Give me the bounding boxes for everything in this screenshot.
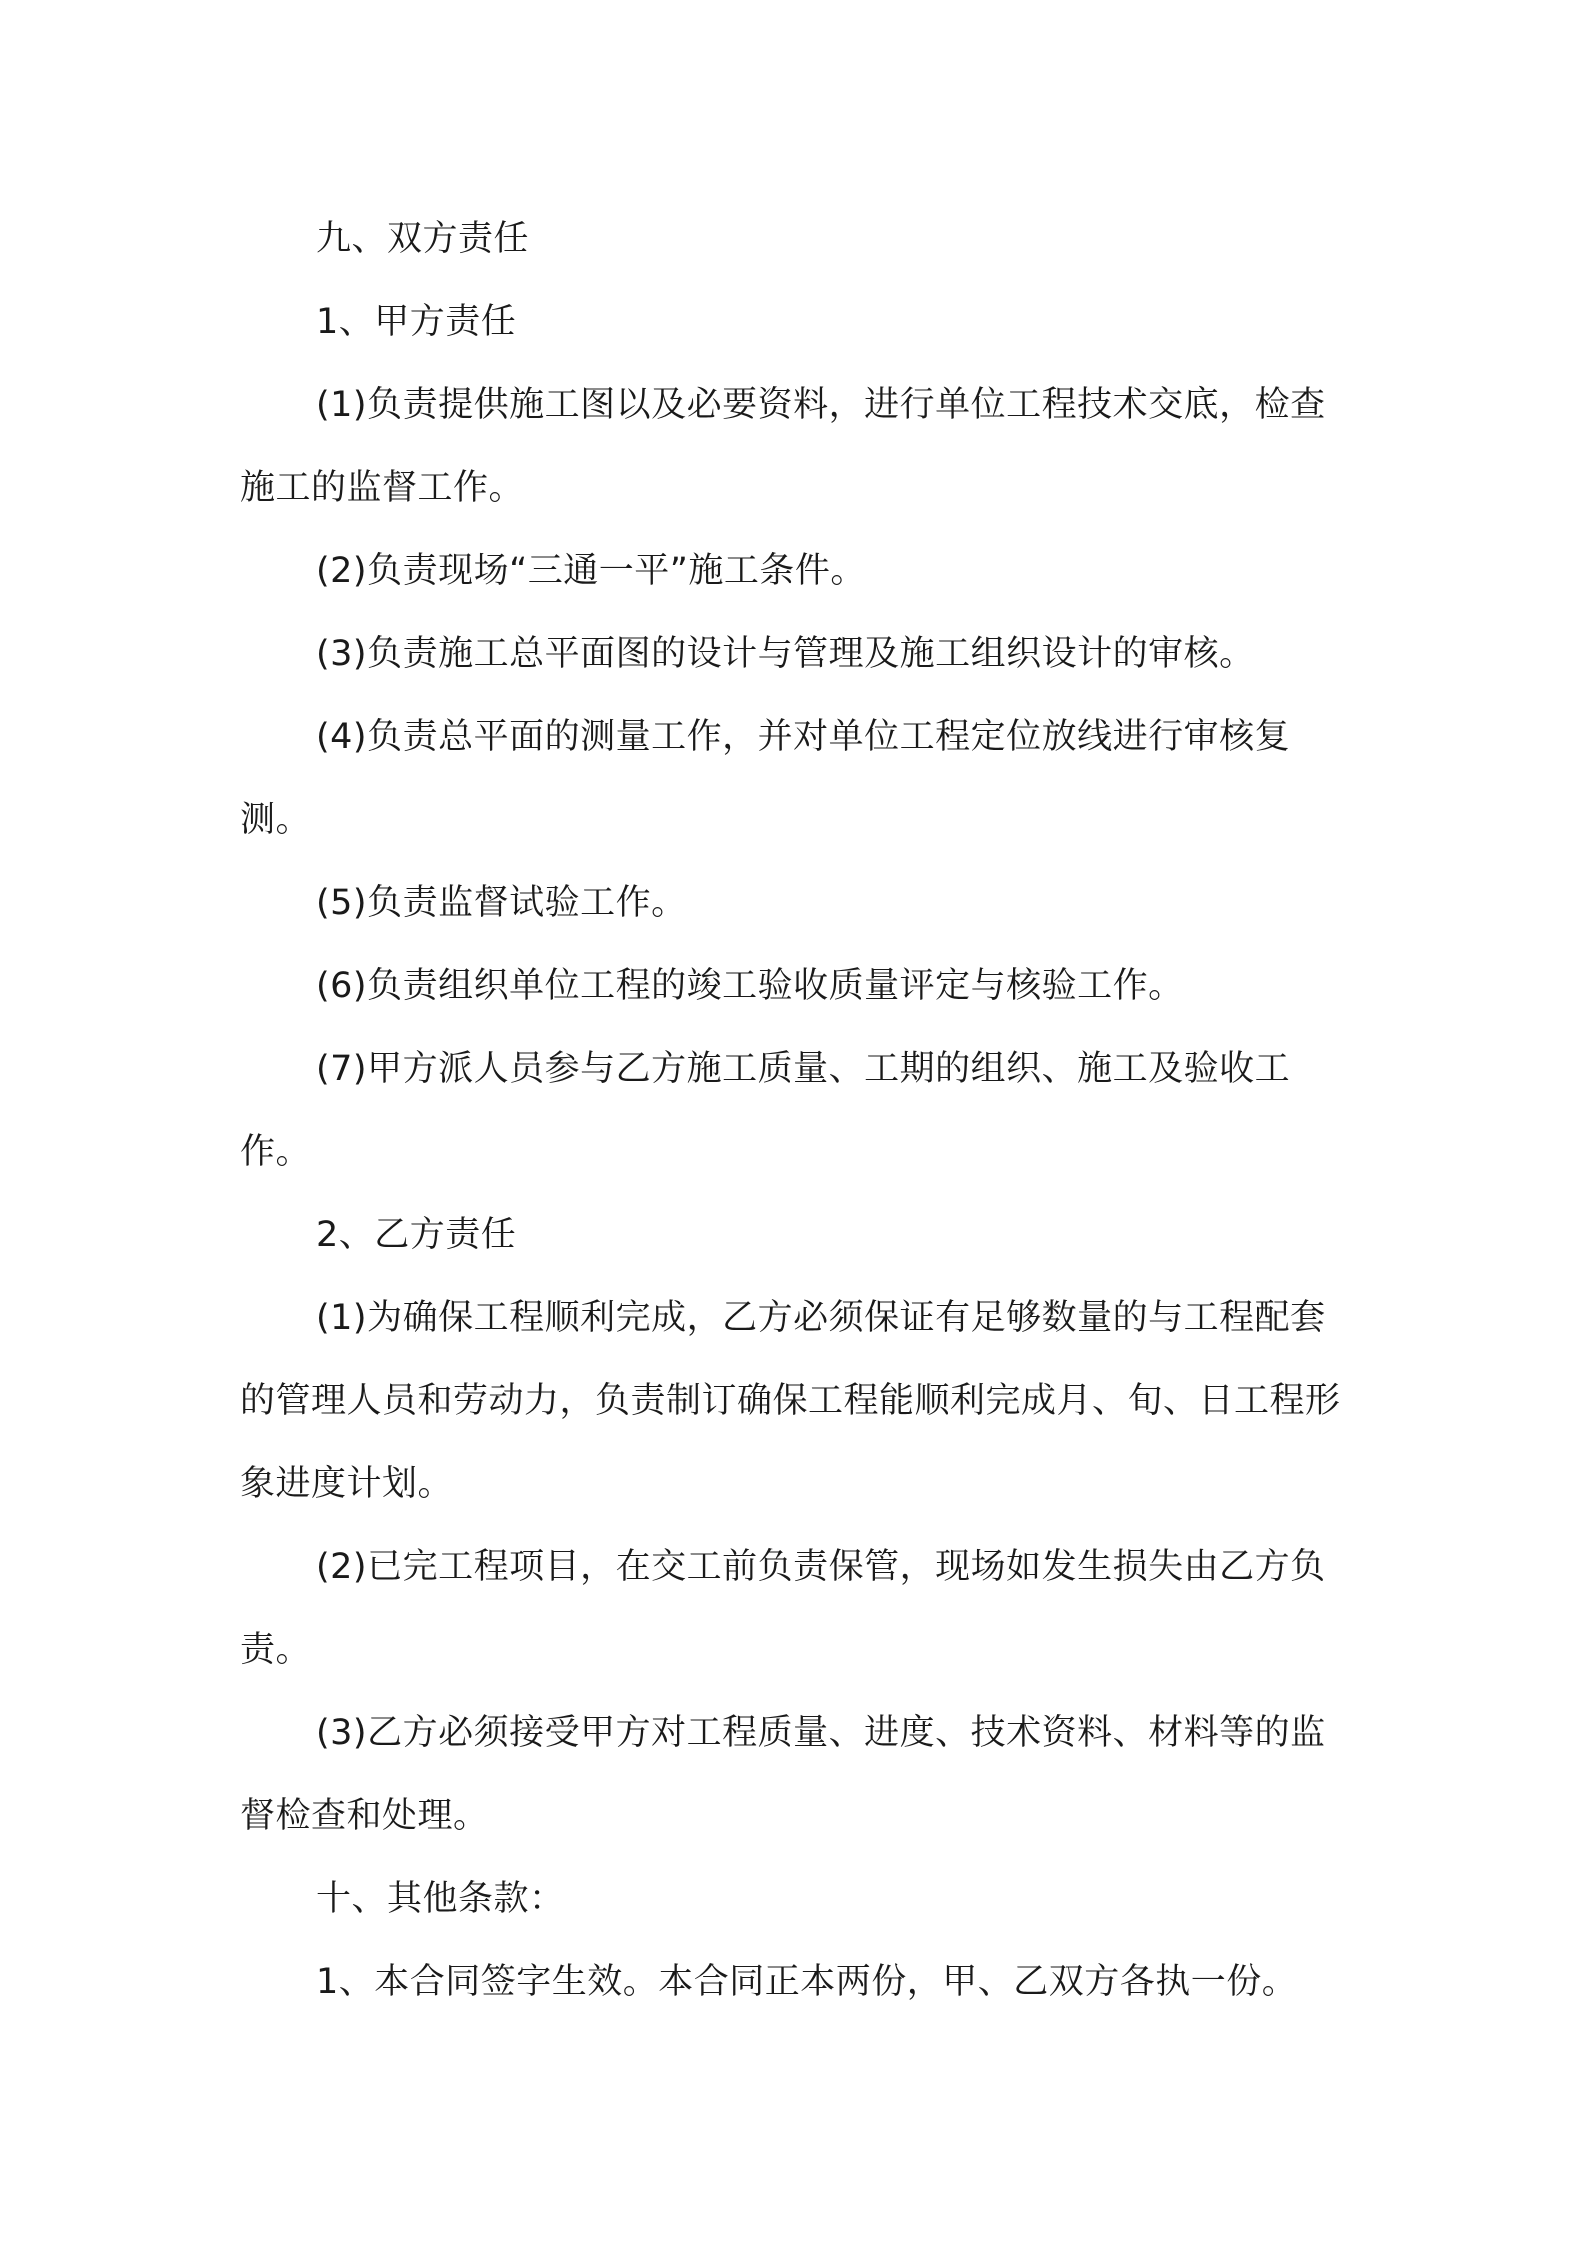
party-b-item-3: (3)乙方必须接受甲方对工程质量、进度、技术资料、材料等的监督检查和处理。 <box>240 1713 1326 1836</box>
document-body <box>240 198 1350 2024</box>
party-a-item-4: (4)负责总平面的测量工作，并对单位工程定位放线进行审核复测。 <box>240 717 1291 840</box>
section-heading-other-terms: 十、其他条款： <box>316 1879 565 1919</box>
party-a-item-5: (5)负责监督试验工作。 <box>316 883 687 923</box>
party-a-item-2: (2)负责现场“三通一平”施工条件。 <box>316 551 866 591</box>
party-b-item-2: (2)已完工程项目，在交工前负责保管，现场如发生损失由乙方负责。 <box>240 1547 1326 1670</box>
section-heading-mutual-responsibilities: 九、双方责任 <box>316 219 530 259</box>
party-a-item-1: (1)负责提供施工图以及必要资料，进行单位工程技术交底，检查施工的监督工作。 <box>240 385 1326 508</box>
party-a-item-6: (6)负责组织单位工程的竣工验收质量评定与核验工作。 <box>316 966 1184 1006</box>
other-terms-item-1: 1、本合同签字生效。本合同正本两份，甲、乙双方各执一份。 <box>316 1962 1298 2002</box>
subheading-party-b-responsibilities: 2、乙方责任 <box>316 1215 517 1255</box>
party-b-item-1: (1)为确保工程顺利完成，乙方必须保证有足够数量的与工程配套的管理人员和劳动力，负责制订确保工程能顺利完成月、旬、日工程形象进度计划。 <box>240 1298 1341 1504</box>
party-a-item-7: (7)甲方派人员参与乙方施工质量、工期的组织、施工及验收工作。 <box>240 1049 1291 1172</box>
subheading-party-a-responsibilities: 1、甲方责任 <box>316 302 517 342</box>
party-a-item-3: (3)负责施工总平面图的设计与管理及施工组织设计的审核。 <box>316 634 1255 674</box>
